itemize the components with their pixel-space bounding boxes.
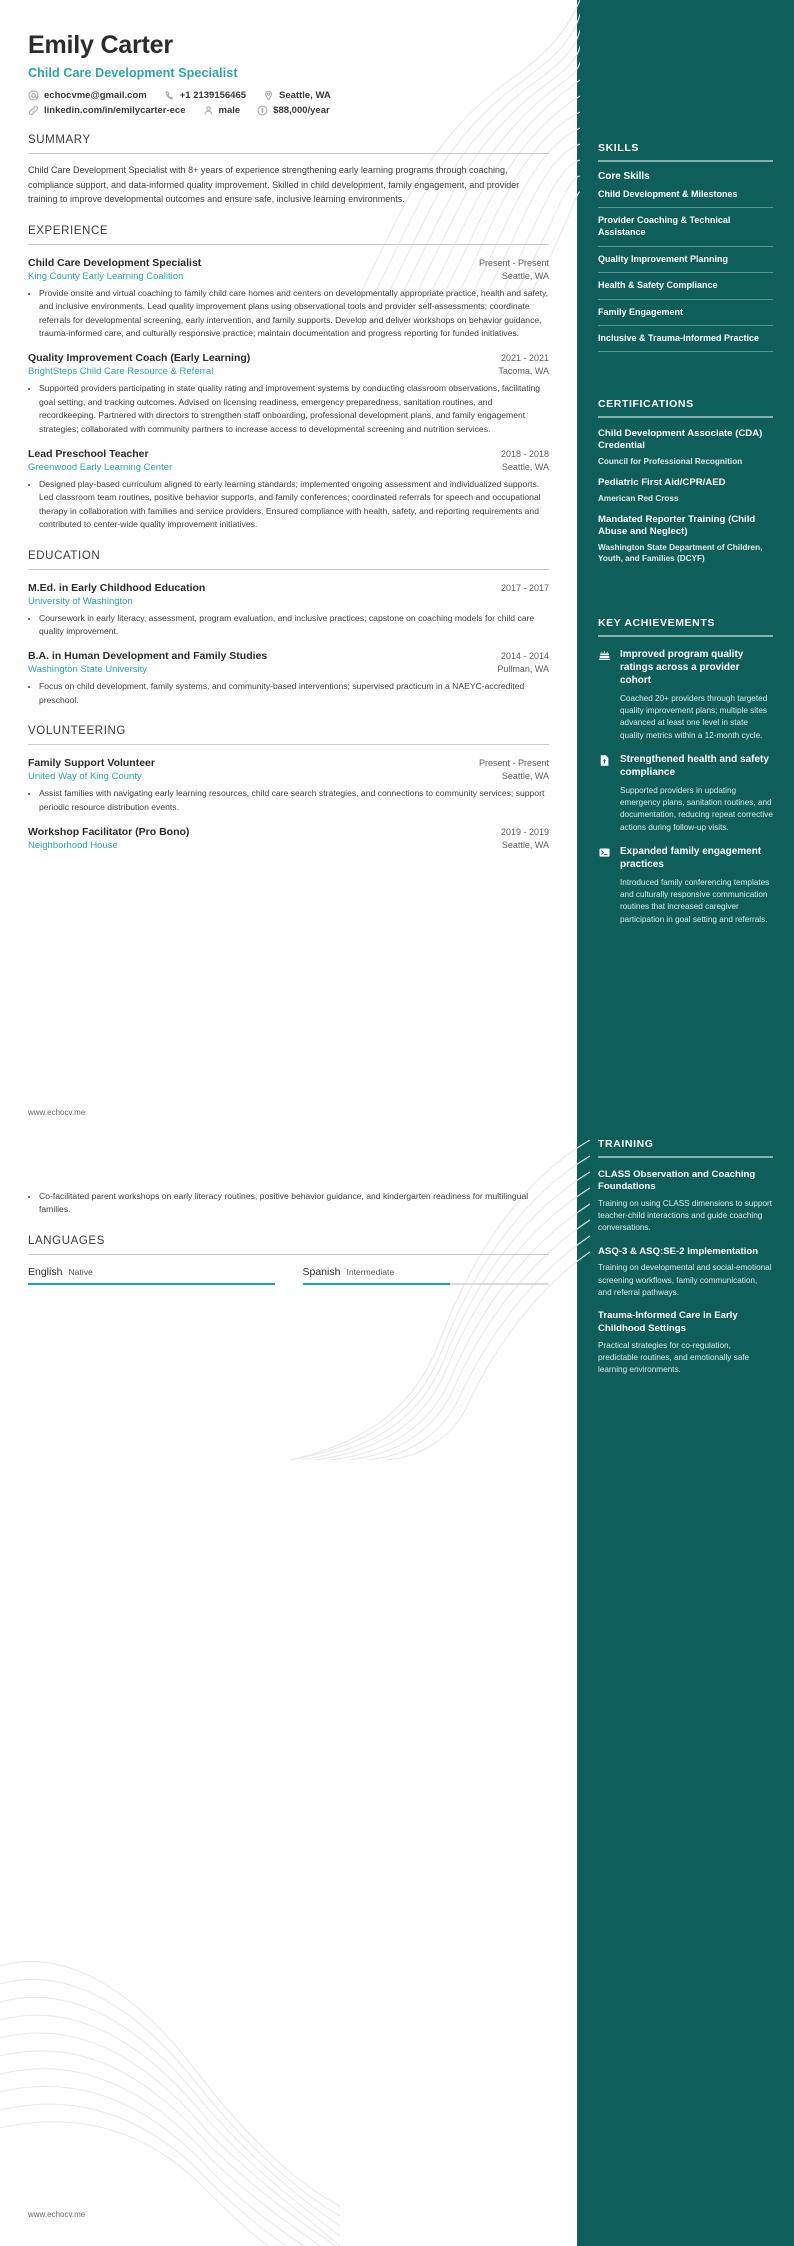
training-item: [598, 1310, 773, 1376]
contact-phone[interactable]: [164, 90, 246, 101]
entry-bullets: [28, 382, 549, 436]
contact-row-2: [28, 105, 549, 116]
entry-date: 2019 - 2019: [500, 827, 549, 838]
entry-date: 2021 - 2021: [500, 353, 549, 364]
main-column-continued: [0, 1190, 577, 1285]
language-progress-fill: [28, 1283, 275, 1286]
bullet: • Designed play-based curriculum aligned to early learning standards; implemented ongoing assessment and individualized supports. Led classroom team routines, positive behavior supports, and family conferences; coordinated referrals for speech and occupational therapy in collaboration with families and service providers. Ensured compliance with health, safety, and reporting requirements and contributed to center-wide quality improvement initiatives.: [39, 478, 549, 532]
language-level: Native: [68, 1266, 93, 1277]
training-description: Practical strategies for co-regulation, predictable routines, and emotionally safe learning environments.: [598, 1340, 750, 1375]
skill-item: Health & Safety Compliance: [598, 280, 718, 291]
footer-url-page-1[interactable]: www.echocv.me: [28, 1108, 86, 1117]
skill-divider: [598, 299, 773, 300]
skills-divider: [598, 160, 773, 162]
key-achievements-divider: [598, 635, 773, 637]
candidate-name: Emily Carter: [28, 31, 173, 59]
volunteering-heading: VOLUNTEERING: [28, 725, 126, 738]
entry-location: Seattle, WA: [501, 270, 549, 281]
language-progress-track: [303, 1283, 550, 1286]
sidebar-key-achievements: [577, 617, 794, 926]
contact-gender-text: male: [218, 105, 241, 116]
skill-divider: [598, 351, 773, 352]
volunteering-entry: [28, 826, 549, 851]
languages-heading: LANGUAGES: [28, 1234, 105, 1247]
entry-bullets: [28, 787, 549, 814]
language-level: Intermediate: [346, 1266, 395, 1277]
training-item: [598, 1246, 773, 1300]
certification-issuer: Washington State Department of Children, Youth, and Families (DCYF): [598, 542, 763, 563]
contact-salary: [257, 105, 330, 116]
volunteering-divider: [28, 744, 549, 745]
skills-heading: SKILLS: [598, 142, 639, 154]
entry-title: M.Ed. in Early Childhood Education: [28, 581, 206, 594]
entry-date: 2017 - 2017: [500, 582, 549, 593]
achievement-item: [598, 648, 773, 742]
achievement-title: Strengthened health and safety compliance: [620, 753, 769, 779]
training-divider: [598, 1156, 773, 1158]
section-languages: [28, 1235, 549, 1286]
contact-email[interactable]: [28, 90, 147, 101]
training-name: Trauma-Informed Care in Early Childhood Settings: [598, 1310, 738, 1334]
contact-details: [28, 90, 549, 116]
contact-salary-text: $88,000/year: [273, 105, 330, 116]
skill-item: Inclusive & Trauma-Informed Practice: [598, 332, 760, 343]
skill-divider: [598, 325, 773, 326]
contact-email-text: echocvme@gmail.com: [44, 90, 147, 101]
experience-heading: EXPERIENCE: [28, 224, 109, 237]
language-name: English: [28, 1265, 63, 1278]
candidate-role: Child Care Development Specialist: [28, 66, 238, 80]
certification-name: Pediatric First Aid/CPR/AED: [598, 476, 726, 488]
experience-divider: [28, 244, 549, 245]
entry-title: Lead Preschool Teacher: [28, 447, 149, 460]
entry-organization: King County Early Learning Coalition: [28, 270, 184, 282]
entry-date: 2014 - 2014: [500, 651, 549, 662]
terminal-icon: [598, 845, 611, 926]
achievement-item: [598, 753, 773, 834]
skills-group-label: Core Skills: [598, 170, 650, 182]
summary-divider: [28, 153, 549, 154]
language-item: [289, 1266, 550, 1286]
education-entry: [28, 582, 549, 639]
certification-name: Child Development Associate (CDA) Credential: [598, 427, 763, 452]
entry-date: 2018 - 2018: [500, 448, 549, 459]
skill-divider: [598, 207, 773, 208]
skill-divider: [598, 246, 773, 247]
contact-location-text: Seattle, WA: [279, 90, 331, 101]
bullet: • Provide onsite and virtual coaching to family child care homes and centers on developmentally appropriate practice, health and safety, and inclusive environments. Lead quality improvement plans using observational tools and provider self-assessments; coordinate referrals for developmental screening, early intervention, and family supports. Develop and deliver workshops on behavior guidance, trauma-informed care, and culturally responsive practice; maintain documentation and progress reporting for funded initiatives.: [39, 287, 549, 341]
education-entry: [28, 650, 549, 707]
bullet: • Assist families with navigating early learning resources, child care search strategies, and connections to community services; support periodic resource distribution events.: [39, 787, 549, 814]
entry-organization: Greenwood Early Learning Center: [28, 461, 173, 473]
skill-item: Family Engagement: [598, 306, 684, 317]
entry-bullets-continued: [28, 1190, 549, 1217]
certification-name: Mandated Reporter Training (Child Abuse and Neglect): [598, 513, 756, 538]
footer-url-page-2[interactable]: www.echocv.me: [28, 2210, 86, 2219]
cake-icon: [598, 648, 611, 742]
link-icon: [28, 105, 39, 116]
entry-organization: University of Washington: [28, 595, 133, 607]
training-name: CLASS Observation and Coaching Foundations: [598, 1168, 756, 1193]
achievement-description: Introduced family conferencing templates and culturally responsive communication routines that increased caregiver participation in goal setting and referrals.: [620, 877, 770, 924]
entry-bullets: [28, 478, 549, 532]
certification-item: [598, 514, 773, 564]
person-icon: [203, 105, 214, 116]
training-heading: TRAINING: [598, 1138, 654, 1150]
entry-title: Family Support Volunteer: [28, 757, 155, 770]
skill-item: Quality Improvement Planning: [598, 253, 729, 264]
entry-organization: BrightSteps Child Care Resource & Referral: [28, 366, 214, 378]
certifications-heading: CERTIFICATIONS: [598, 398, 694, 410]
language-progress-track: [28, 1283, 275, 1286]
entry-title: Child Care Development Specialist: [28, 256, 202, 269]
languages-list: [28, 1266, 549, 1286]
entry-bullets: [28, 287, 549, 341]
training-description: Training on using CLASS dimensions to support teacher-child interactions and guide coaching conversations.: [598, 1198, 773, 1233]
achievement-title: Expanded family engagement practices: [620, 845, 762, 871]
achievement-description: Supported providers in updating emergency plans, sanitation routines, and documentation, reducing repeat corrective actions during follow-up visits.: [620, 785, 773, 832]
achievement-description: Coached 20+ providers through targeted quality improvement plans; multiple sites advanced at least one level in state quality metrics within a 12-month cycle.: [620, 693, 768, 740]
entry-location: Seattle, WA: [501, 461, 549, 472]
section-summary: [28, 134, 549, 207]
phone-icon: [164, 90, 175, 101]
document-icon: [598, 753, 611, 834]
section-volunteering: [28, 725, 549, 851]
entry-location: Seattle, WA: [501, 771, 549, 782]
sidebar-training: [577, 1138, 794, 1376]
skill-item: Child Development & Milestones: [598, 188, 738, 199]
section-experience: [28, 225, 549, 532]
contact-gender: [203, 105, 241, 116]
language-name: Spanish: [302, 1265, 341, 1278]
entry-location: Pullman, WA: [497, 664, 549, 675]
entry-organization: Neighborhood House: [28, 840, 118, 852]
entry-date: Present - Present: [478, 758, 549, 769]
entry-organization: United Way of King County: [28, 771, 142, 783]
email-icon: [28, 90, 39, 101]
training-item: [598, 1169, 773, 1235]
skill-divider: [598, 272, 773, 273]
section-education: [28, 550, 549, 708]
key-achievements-heading: KEY ACHIEVEMENTS: [598, 617, 715, 629]
experience-entry: [28, 257, 549, 341]
training-name: ASQ-3 & ASQ:SE-2 Implementation: [598, 1245, 759, 1257]
summary-text: Child Care Development Specialist with 8+ years of experience strengthening early learning programs through coaching, compliance support, and data-informed quality improvement. Skilled in child development, family engagement, and provider training to improve developmental outcomes and ensure safe, inclusive learning environments.: [28, 165, 520, 205]
contact-location: [263, 90, 331, 101]
certification-issuer: Council for Professional Recognition: [598, 456, 743, 466]
education-divider: [28, 569, 549, 570]
language-progress-fill: [303, 1283, 451, 1286]
main-column: [0, 0, 577, 851]
certification-issuer: American Red Cross: [598, 493, 679, 503]
bullet: • Co-facilitated parent workshops on early literacy routines, positive behavior guidance, and kindergarten readiness for multilingual families.: [39, 1190, 549, 1217]
entry-title: Quality Improvement Coach (Early Learning): [28, 352, 251, 365]
contact-row-1: [28, 90, 549, 101]
contact-phone-text: +1 2139156465: [179, 90, 247, 101]
salary-icon: [257, 105, 268, 116]
location-icon: [263, 90, 274, 101]
entry-bullets: [28, 612, 549, 639]
entry-title: B.A. in Human Development and Family Studies: [28, 650, 268, 663]
certification-item: [598, 428, 773, 467]
achievement-title: Improved program quality ratings across a provider cohort: [620, 648, 744, 687]
training-description: Training on developmental and social-emotional screening workflows, family communication, and referral pathways.: [598, 1263, 772, 1297]
wave-decoration-bottom: [0, 1816, 340, 2246]
sidebar-skills: [577, 142, 794, 352]
certifications-divider: [598, 416, 773, 418]
summary-heading: SUMMARY: [28, 134, 91, 146]
entry-organization: Washington State University: [28, 664, 147, 676]
entry-bullets: [28, 680, 549, 707]
wave-decoration-middle: [290, 1140, 590, 1460]
experience-entry: [28, 352, 549, 436]
achievement-item: [598, 845, 773, 926]
sidebar-certifications: [577, 398, 794, 564]
languages-divider: [28, 1254, 549, 1255]
experience-entry: [28, 448, 549, 532]
entry-location: Tacoma, WA: [498, 366, 549, 377]
entry-date: Present - Present: [478, 257, 549, 268]
bullet: • Coursework in early literacy, assessment, program evaluation, and inclusive practices; capstone on coaching models for child care quality improvement.: [39, 612, 549, 639]
bullet: • Focus on child development, family systems, and community-based interventions; supervised practicum in a NAEYC-accredited preschool.: [39, 680, 549, 707]
entry-title: Workshop Facilitator (Pro Bono): [28, 826, 190, 839]
contact-linkedin-text: linkedin.com/in/emilycarter-ece: [44, 105, 186, 116]
entry-location: Seattle, WA: [501, 840, 549, 851]
skill-item: Provider Coaching & Technical Assistance: [598, 214, 731, 238]
volunteering-entry: [28, 757, 549, 814]
contact-linkedin[interactable]: [28, 105, 186, 116]
language-item: [28, 1266, 289, 1286]
education-heading: EDUCATION: [28, 549, 101, 562]
certification-item: [598, 477, 773, 504]
bullet: • Supported providers participating in state quality rating and improvement systems by conducting classroom observations, facilitating goal setting, and tracking outcomes. Advised on licensing readiness, emergency preparedness, sanitation routines, and recordkeeping. Partnered with directors to strengthen staff onboarding, professional development plans, and family engagement strategies; collaborated with community partners to increase access to developmental screening and nutrition services.: [39, 382, 549, 436]
